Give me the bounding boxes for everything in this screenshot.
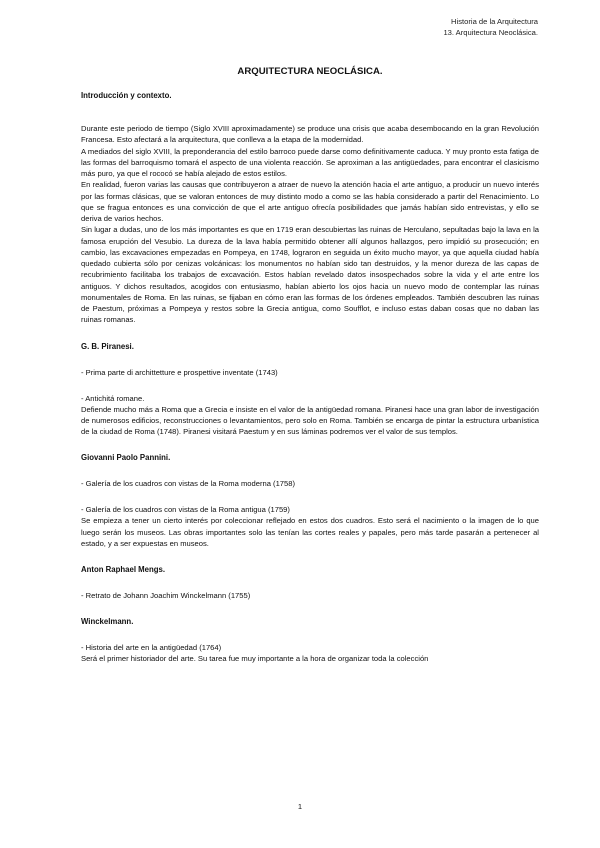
mengs-heading: Anton Raphael Mengs.: [81, 565, 166, 574]
piranesi-work-1: - Prima parte di archittetture e prospettive inventate (1743): [81, 367, 278, 377]
document-title: ARQUITECTURA NEOCLÁSICA.: [237, 66, 383, 77]
piranesi-heading: G. B. Piranesi.: [81, 341, 134, 351]
winckelmann-heading: Winckelmann.: [81, 617, 134, 626]
pannini-text: Se empieza a tener un cierto interés por coleccionar reflejado en estos dos cuadros. Esto será el nacimiento o la imagen de lo que luego serán los museos. Las obras importantes solo las tenían las cortes reales y papales, pero más tarde pasarán a pertenecer al estado, y a ser expuestas en museos.: [81, 516, 539, 548]
intro-heading: Introducción y contexto.: [81, 91, 172, 100]
page-header: [443, 16, 538, 38]
intro-paragraph: A mediados del siglo XVIII, la preponderancia del estilo barroco puede darse como definitivamente caduca. Y muy pronto esta fatiga de las formas del barroquismo tomará el aspecto de una violenta reacción. Se aproximan a las antigüedades, para encontrar el clasicismo más puro, ya que el rococó se había alejado de estos estilos.: [81, 146, 539, 178]
intro-paragraph: Durante este periodo de tiempo (Siglo XVIII aproximadamente) se produce una crisis que acaba desembocando en la gran Revolución Francesa. Esto afectará a la arquitectura, que conlleva a la etapa de la modernidad.: [81, 124, 539, 145]
pannini-heading: Giovanni Paolo Pannini.: [81, 453, 171, 463]
intro-paragraph: Sin lugar a dudas, uno de los más importantes es que en 1719 eran descubiertas las ruinas de Herculano, sepultadas bajo la lava en la famosa erupción del Vesubio. La dureza de la lava había permitido obtener allí algunos hallazgos, pero impidió su prosecución; en cambio, las excavaciones empezadas en Pompeya, en 1748, lograron en seguida un éxito mucho mayor, ya que aquella ciudad había quedado cubierta sólo por cenizas volcánicas: los monumentos no habían sido tan destruidos, y la menor dureza de las capas de recubrimiento facilitaba los trabajos de excavación. Estos habían revelado datos insospechados sobre la vida y el arte entre los antiguos. Y dichos resultados, acogidos con entusiasmo, habían abierto los ojos hacia un nuevo modo de contemplar las ruinas monumentales de Roma. En las ruinas, se fijaban en cómo eran las formas de los órdenes empleados. También descubren las ruinas de Paestum, próximas a Pompeya y restos sobre la Grecia antigua, como Soufflot, e incluso estas daban cosas que no daban las ruinas romanas.: [81, 225, 539, 325]
piranesi-text: Defiende mucho más a Roma que a Grecia e insiste en el valor de la antigüedad romana. Piranesi hace una gran labor de investigación de numerosos edificios, reconstrucciones o levantamientos, pero solo en Roma. También se encarga de pintar la estructura urbanística de la ciudad de Roma (1748). Piranesi visitará Paestum y en sus láminas podremos ver el valor de sus templos.: [81, 404, 539, 436]
winckelmann-work-1: - Historia del arte en la antigüedad (1764): [81, 643, 222, 652]
header-course: Historia de la Arquitectura: [451, 17, 538, 26]
pannini-work-1: - Galería de los cuadros con vistas de la Roma moderna (1758): [81, 479, 295, 489]
winckelmann-text: Será el primer historiador del arte. Su tarea fue muy importante a la hora de organizar toda la colección: [81, 654, 429, 663]
page-number: 1: [297, 802, 303, 811]
piranesi-work-2: - Antichitá romane.: [81, 393, 145, 403]
intro-paragraph: En realidad, fueron varias las causas que contribuyeron a atraer de nuevo la atención hacia el arte antiguo, a producir un nuevo interés por las formas clásicas, que se valoran entonces de muy distinto modo a como se las había considerado a partir del Renacimiento. Lo que se fragua entonces es una convicción de que el arte antiguo ofrecía posibilidades que jamás habían sido entrevistas, y ello se deriva de varios hechos.: [81, 180, 539, 223]
header-chapter: 13. Arquitectura Neoclásica.: [443, 28, 538, 37]
mengs-work-1: - Retrato de Johann Joachim Winckelmann (1755): [81, 591, 251, 600]
document-body: [81, 66, 539, 664]
pannini-work-2: - Galería de los cuadros con vistas de la Roma antigua (1759): [81, 505, 290, 515]
